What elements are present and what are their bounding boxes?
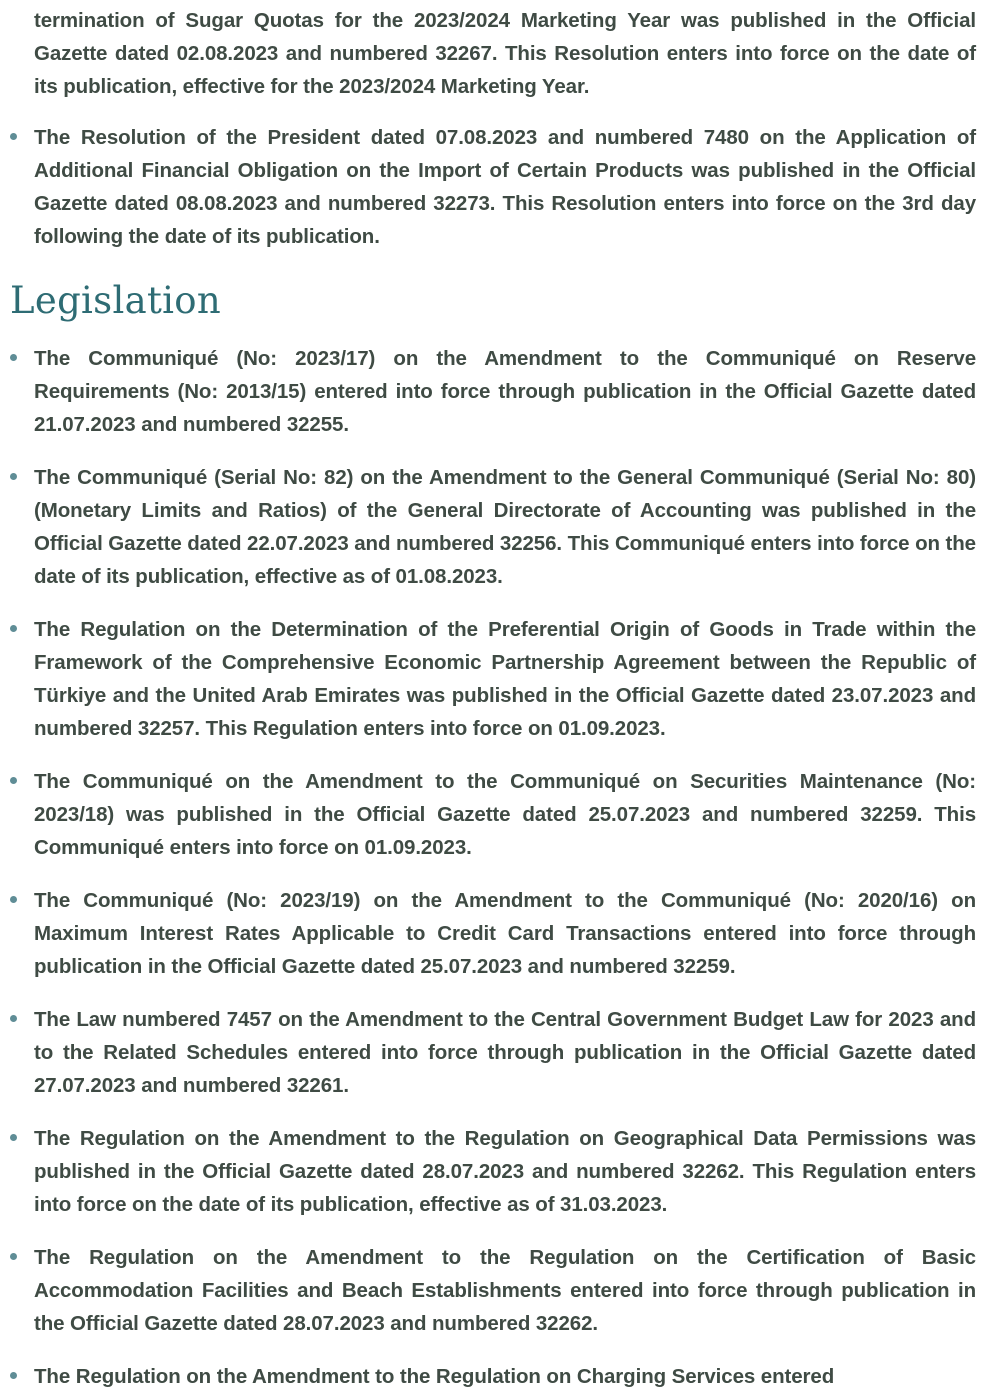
bullet-dot-icon xyxy=(10,896,17,903)
list-item-text: The Communiqué (Serial No: 82) on the Amendment to the General Communiqué (Serial No: 80) (Monetary Limits and Ratios) of the General Directorate of Accounting was published in the Official Gazette dated 22.07.2023 and numbered 32256. This Communiqué enters into force on the date of its publication, effective as of 01.08.2023. xyxy=(34,465,976,588)
list-item-text: The Resolution of the President dated 07.08.2023 and numbered 7480 on the Application of Additional Financial Obligation on the Import of Certain Products was published in the Official Gazette dated 08.08.2023 and numbered 32273. This Resolution enters into force on the 3rd day following the date of its publication. xyxy=(34,126,976,248)
list-item-text: The Regulation on the Amendment to the Regulation on Charging Services entered xyxy=(34,1364,835,1388)
bullet-dot-icon xyxy=(10,1015,17,1022)
top-bullet-list xyxy=(8,121,980,253)
list-item xyxy=(8,1003,980,1102)
bullet-dot-icon xyxy=(10,354,17,361)
bullet-dot-icon xyxy=(10,1253,17,1260)
bullet-dot-icon xyxy=(10,1134,17,1141)
list-item xyxy=(8,1360,980,1393)
list-item xyxy=(8,1241,980,1340)
bullet-dot-icon xyxy=(10,1372,17,1379)
list-item-text: The Regulation on the Amendment to the Regulation on the Certification of Basic Accommodation Facilities and Beach Establishments entered into force through publication in the Official Gazette dated 28.07.2023 and numbered 32262. xyxy=(34,1245,976,1335)
list-item-text: The Communiqué (No: 2023/17) on the Amendment to the Communiqué on Reserve Requirements (No: 2013/15) entered into force through publication in the Official Gazette dated 21.07.2023 and numbered 32255. xyxy=(34,346,976,436)
list-item xyxy=(8,461,980,593)
bullet-dot-icon xyxy=(10,473,17,480)
list-item xyxy=(8,1122,980,1221)
list-item-text: The Communiqué (No: 2023/19) on the Amendment to the Communiqué (No: 2020/16) on Maximum Interest Rates Applicable to Credit Card Transactions entered into force through publication in the Official Gazette dated 25.07.2023 and numbered 32259. xyxy=(34,888,976,978)
bullet-dot-icon xyxy=(10,133,17,140)
continuation-paragraph: termination of Sugar Quotas for the 2023/2024 Marketing Year was published in the Official Gazette dated 02.08.2023 and numbered 32267. This Resolution enters into force on the date of its publication, effective for the 2023/2024 Marketing Year. xyxy=(34,9,976,98)
bullet-dot-icon xyxy=(10,625,17,632)
list-item-text: The Communiqué on the Amendment to the Communiqué on Securities Maintenance (No: 2023/18) was published in the Official Gazette dated 25.07.2023 and numbered 32259. This Communiqué enters into force on 01.09.2023. xyxy=(34,769,976,859)
list-item xyxy=(8,884,980,983)
bullet-dot-icon xyxy=(10,777,17,784)
list-item-text: The Law numbered 7457 on the Amendment to the Central Government Budget Law for 2023 and to the Related Schedules entered into force through publication in the Official Gazette dated 27.07.2023 and numbered 32261. xyxy=(34,1007,976,1097)
list-item xyxy=(8,342,980,441)
list-item-text: The Regulation on the Amendment to the Regulation on Geographical Data Permissions was published in the Official Gazette dated 28.07.2023 and numbered 32262. This Regulation enters into force on the date of its publication, effective as of 31.03.2023. xyxy=(34,1126,976,1216)
page-title: Legislation xyxy=(10,279,221,322)
list-item xyxy=(8,613,980,745)
list-item xyxy=(8,121,980,253)
list-item xyxy=(8,765,980,864)
list-item-text: The Regulation on the Determination of the Preferential Origin of Goods in Trade within the Framework of the Comprehensive Economic Partnership Agreement between the Republic of Türkiye and the United Arab Emirates was published in the Official Gazette dated 23.07.2023 and numbered 32257. This Regulation enters into force on 01.09.2023. xyxy=(34,617,976,740)
legislation-bullet-list xyxy=(8,342,980,1393)
